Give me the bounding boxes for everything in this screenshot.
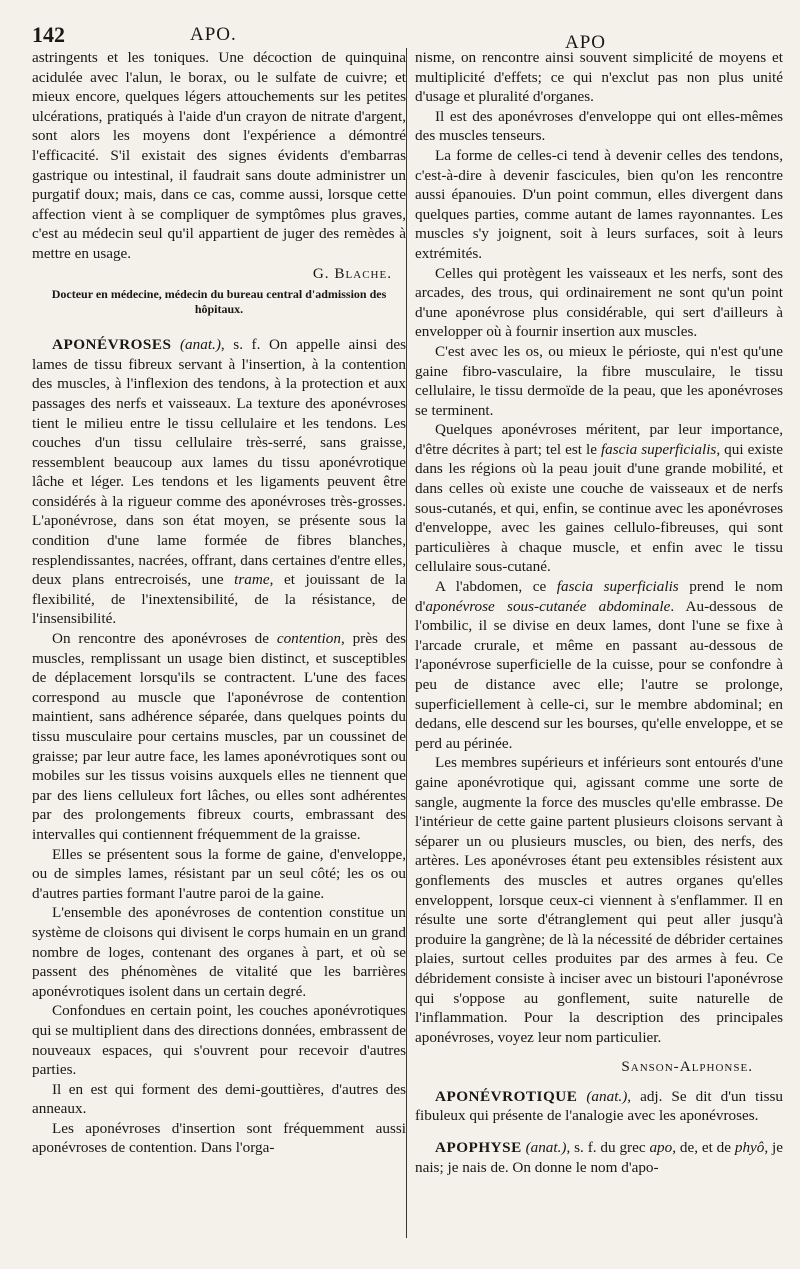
- entry-pos: (anat.): [586, 1087, 628, 1105]
- running-head-left: APO.: [190, 24, 237, 45]
- entry-aponevroses: [32, 335, 406, 629]
- entry-italic-word: trame: [234, 571, 270, 589]
- entry-definition: , adj. Se dit d'un tissu fibuleux qui présente de l'analogie avec les aponévroses.: [415, 1087, 783, 1125]
- paragraph-text: , près des muscles, remplissant un usage bien distinct, et susceptibles de déplacement lorsqu'ils se contractent. L'une des faces correspond au muscle que l'aponévrose de contention maintient, sans adhérence séparée, dans quelques points du tissu musculaire pour certains muscles, par un coussinet de graisse; par leur autre face, les lames aponévrotiques sont ou mobiles sur les tissus voisins auxquels elles ne tiennent que par des liens celluleux fort lâches, ou elles sont adhérentes par des prolongements fibreux courts, embrassant des intervalles qui contiennent fréquemment de la graisse.: [32, 630, 406, 843]
- paragraph: Elles se présentent sous la forme de gaine, d'enveloppe, ou de simples lames, résistant par un seul côté; les os ou d'autres parties formant l'autre paroi de la gaine.: [32, 845, 406, 902]
- continued-paragraph: astringents et les toniques. Une décoction de quinquina acidulée avec l'alun, le borax, ou le sulfate de cuivre; et mieux encore, quelques légers attouchements sur les petites ulcérations, pratiqués à l'aide d'un crayon de nitrate d'argent, sont alors les moyens dont l'expérience a démontré l'efficacité. S'il existait des signes évidents d'embarras gastrique ou intestinal, il faudrait sans doute administrer un purgatif doux; mais, dans ce cas, comme aussi, lorsque cette affection vient à se compliquer de symptômes plus graves, c'est au médecin seul qu'il appartient de juger des remèdes à mettre en usage.: [32, 49, 406, 262]
- paragraph: Confondues en certain point, les couches aponévrotiques qui se multiplient dans des directions données, embrassent de nouveaux espaces, qui s'ouvrent pour recevoir d'autres parties.: [32, 1002, 406, 1079]
- page-number: 142: [32, 22, 65, 47]
- entry-pos: (anat.): [180, 336, 221, 354]
- entry-aponevrotique: [415, 1087, 783, 1126]
- entry-apophyse: [415, 1138, 783, 1177]
- entry-definition: , de, et de: [672, 1139, 735, 1157]
- entry-italic-word: phyô: [734, 1139, 765, 1157]
- author-signature: G. Blache.: [312, 264, 392, 282]
- right-column: [415, 48, 783, 1177]
- paragraph: [32, 629, 406, 845]
- paragraph: Les aponévroses d'insertion sont fréquemment aussi aponévroses de contention. Dans l'orga-: [32, 1119, 406, 1157]
- entry-pos: (anat.): [525, 1139, 567, 1157]
- entry-definition: , s. f. du grec: [566, 1139, 650, 1157]
- paragraph-italic: contention: [276, 630, 341, 648]
- paragraph: Il est des aponévroses d'enveloppe qui ont elles-mêmes des muscles tenseurs.: [415, 107, 783, 145]
- entry-term: APONÉVROTIQUE: [435, 1087, 578, 1105]
- paragraph-text: . Au-dessous de l'ombilic, il se divise en deux lames, dont l'une se fixe à l'arcade crurale, et même en passant au-dessous de l'aponévrose superficielle de la cuisse, pour se confondre à peu de distance avec elle; l'autre se prolonge, superficiellement à celle-ci, sur le membre abdominal; en dedans, elle descend sur les bourses, qu'elle enveloppe, et se perd au périnée.: [415, 597, 783, 752]
- paragraph: nisme, on rencontre ainsi souvent simplicité de moyens et multiplicité d'effets; ce qui n'exclut pas non plus unité d'usage et pluralité d'organes.: [415, 49, 783, 106]
- paragraph-text: Quelques aponévroses méritent, par leur importance, d'être décrites à part; tel est le: [415, 421, 783, 458]
- paragraph: [415, 577, 783, 753]
- paragraph-italic: aponévrose sous-cutanée abdominale: [425, 597, 671, 615]
- paragraph-text: , qui existe dans les régions où la peau jouit d'une grande mobilité, et dans celles où existe une couche de vaisseaux et de nerfs sous-cutanés, et qui, enfin, se continue avec les aponévroses d'enveloppe, avec les gaines cellulo-fibreuses, qui sont particulières à chaque muscle, et enfin avec le tissu cellulaire sous-cutané.: [415, 440, 783, 576]
- column-divider: [406, 48, 407, 1238]
- left-column: [32, 48, 406, 1158]
- page-header: [0, 22, 800, 53]
- paragraph: [415, 420, 783, 577]
- paragraph: Celles qui protègent les vaisseaux et les nerfs, sont des arcades, des trous, qui ordinairement ne sont qu'un point d'une aponévrose plus considérable, qui sert d'ailleurs à envelopper où à fournir insertion aux muscles.: [415, 264, 783, 341]
- paragraph-text: A l'abdomen, ce: [435, 578, 557, 596]
- entry-italic-word: apo: [649, 1139, 673, 1157]
- paragraph: Les membres supérieurs et inférieurs sont entourés d'une gaine aponévrotique qui, agissant comme une sorte de sangle, augmente la force des muscles qu'elle embrasse. De l'intérieur de cette gaine partent plusieurs cloisons servant à séparer un ou plusieurs muscles, ou bien, des nerfs, des artères. Les aponévroses étant peu extensibles résistent aux gonflements des muscles et autres organes qu'elles enveloppent, lorsque ceux-ci viennent à s'enflammer. Il en résulte une sorte d'étranglement qui peut aller jusqu'à produire la gangrène; de là la nécessité de débrider certaines plaies, surtout celles produites par des armes à feu. Ce débridement consiste à inciser avec un bistouri l'aponévrose qui s'oppose au gonflement, suite naturelle de l'inflammation. Pour la description des principales aponévroses, voyez leur nom particulier.: [415, 754, 783, 1046]
- entry-definition-end: , je nais; je nais de. On donne le nom d'apo-: [415, 1139, 784, 1176]
- paragraph: C'est avec les os, ou mieux le périoste, qui n'est qu'une gaine fibro-vasculaire, la fibre musculaire, le tissu cellulaire, le tissu dermoïde de la peau, que les aponévroses se terminent.: [415, 342, 783, 419]
- running-head-right: APO: [565, 32, 607, 53]
- author-affiliation: Docteur en médecine, médecin du bureau central d'admission des hôpitaux.: [51, 287, 387, 317]
- entry-definition: , s. f. On appelle ainsi des lames de tissu fibreux servant à l'insertion, à la contention des muscles, à l'inflexion des tendons, à la protection et aux passages des nerfs et vaisseaux. La texture des aponévroses tient le milieu entre le tissu cellulaire et les tendons. Les couches d'un tissu cellulaire très-serré, sans graisse, ressemblent beaucoup aux lames du tissu aponévrotique lâche et léger. Les tendons et les ligaments peuvent être considérés à la rigueur comme des aponévroses très-grosses. L'aponévrose, dans son état moyen, se présente sous la condition d'une lame formée de fibres blanches, resplendissantes, nacrées, offrant, dans certaines d'entre elles, deux plans entrecroisés, une: [32, 336, 406, 589]
- paragraph-text: On rencontre des aponévroses de: [52, 630, 277, 648]
- paragraph: L'ensemble des aponévroses de contention constitue un système de cloisons qui divisent le corps humain en un grand nombre de loges, contenant des organes à part, et où se passent des phénomènes de vitalité que les barrières aponévrotiques isolent dans un certain degré.: [32, 904, 406, 1000]
- paragraph-text: prend le nom d': [415, 578, 783, 615]
- paragraph: Il en est qui forment des demi-gouttières, d'autres des anneaux.: [32, 1080, 406, 1118]
- paragraph: La forme de celles-ci tend à devenir celles des tendons, c'est-à-dire à devenir fascicules, bien qu'on les rencontre aussi épanouies. D'un point commun, elles divergent dans quelques parties, comme autant de lames rayonnantes. Les muscles s'y joignent, soit à leurs surfaces, soit à leurs extrémités.: [415, 146, 783, 262]
- entry-term: APOPHYSE: [435, 1139, 522, 1157]
- entry-term: APONÉVROSES: [52, 336, 172, 354]
- paragraph-italic: fascia superficialis: [556, 578, 679, 596]
- author-signature: Sanson-Alphonse.: [621, 1058, 753, 1076]
- entry-definition-end: , et jouissant de la flexibilité, de l'inextensibilité, de la résistance, de l'insensibilité.: [32, 571, 406, 628]
- paragraph-italic: fascia superficialis: [600, 440, 717, 458]
